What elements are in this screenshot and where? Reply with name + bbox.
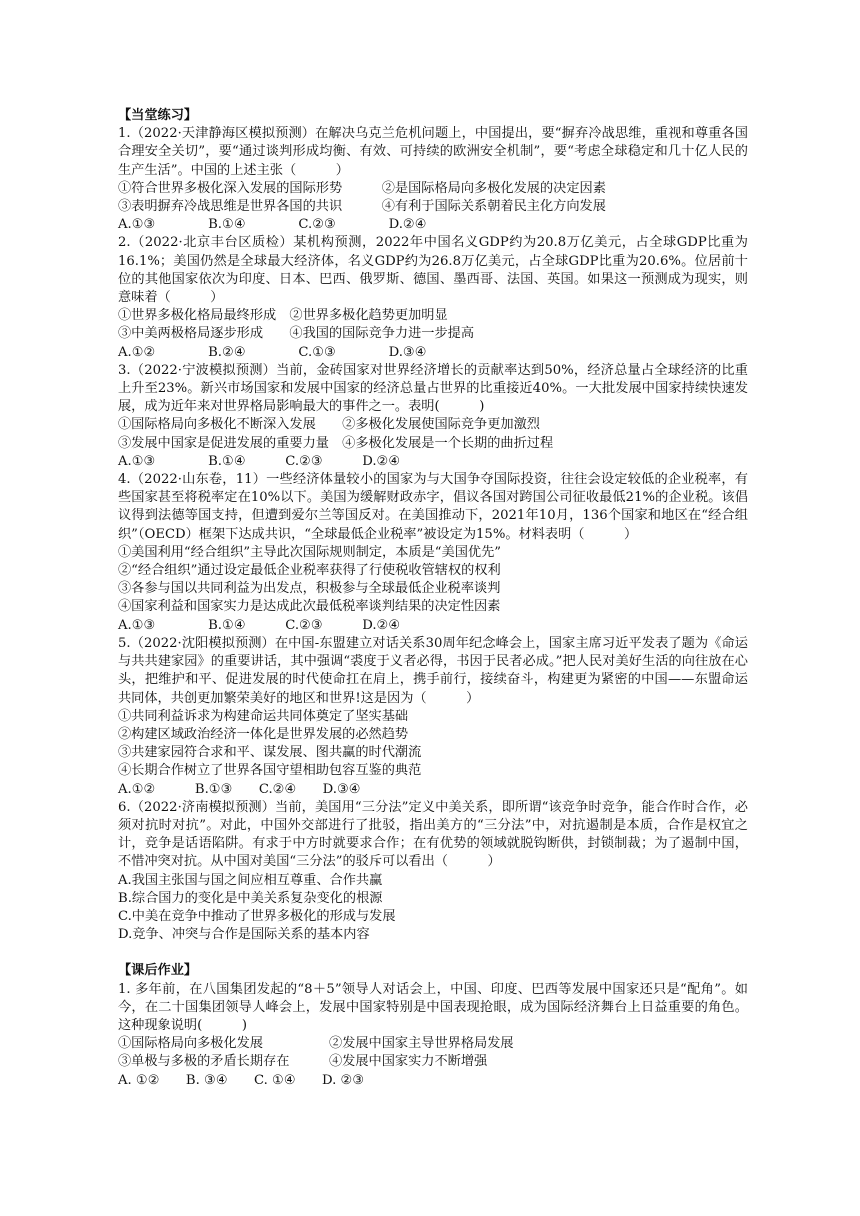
question-6 [118, 799, 748, 945]
answer-options: A.①③ B.①④ C.②③ D.②④ [118, 217, 427, 233]
question-stem: 2.（2022·北京丰台区质检）某机构预测，2022年中国名义GDP约为20.8万亿美元，占全球GDP比重为16.1%；美国仍然是全球最大经济体，名义GDP约为26.8万亿美元，占全球GDP比重为20.6%。位居前十位的其他国家依次为印度、日本、巴西、俄罗斯、德国、墨西哥、法国、英国。如果这一预测成为现实，则意味着（ ） [118, 235, 748, 306]
question-stem: 1. 多年前，在八国集团发起的“8＋5”领导人对话会上，中国、印度、巴西等发展中国家还只是“配角”。如今，在二十国集团领导人峰会上，发展中国家特别是中国表现抢眼，成为国际经济舞台上日益重要的角色。这种现象说明( ) [118, 981, 748, 1033]
question-stem: 3.（2022·宁波模拟预测）当前，金砖国家对世界经济增长的贡献率达到50%，经济总量占全球经济的比重上升至23%。新兴市场国家和发展中国家的经济总量占世界的比重接近40%。一大批发展中国家持续快速发展，成为近年来对世界格局影响最大的事件之一。表明( ) [118, 362, 748, 415]
section-heading-homework: 【课后作业】 [118, 963, 198, 979]
choice-item: ①共同利益诉求为构建命运共同体奠定了坚实基础 [118, 708, 409, 724]
homework-question-1 [118, 981, 748, 1090]
choice-item: ③各参与国以共同利益为出发点，积极参与全球最低企业税率谈判 [118, 581, 501, 597]
answer-options: A.①③ B.①④ C.②③ D.②④ [118, 453, 401, 469]
answer-options: A.①② B.①③ C.②④ D.③④ [118, 781, 361, 797]
choice-item: ①符合世界多极化深入发展的国际形势 ②是国际格局向多极化发展的决定因素 [118, 180, 606, 196]
choice-item: ①美国利用“经合组织”主导此次国际规则制定，本质是“美国优先” [118, 544, 502, 560]
choice-item: B.综合国力的变化是中美关系复杂变化的根源 [118, 890, 383, 906]
choice-item: ①国际格局向多极化不断深入发展 ②多极化发展使国际竞争更加激烈 [118, 417, 540, 433]
choice-item: ③中美两极格局逐步形成 ④我国的国际竞争力进一步提高 [118, 326, 475, 342]
document-content [118, 107, 748, 1090]
choice-item: ④国家利益和国家实力是达成此次最低税率谈判结果的决定性因素 [118, 599, 501, 615]
choice-item: ③发展中国家是促进发展的重要力量 ④多极化发展是一个长期的曲折过程 [118, 435, 554, 451]
choice-item: ③表明摒弃冷战思维是世界各国的共识 ④有利于国际关系朝着民主化方向发展 [118, 199, 606, 215]
choice-item: ②构建区域政治经济一体化是世界发展的必然趋势 [118, 726, 409, 742]
choice-item: A.我国主张国与国之间应相互尊重、合作共赢 [118, 872, 383, 888]
question-5 [118, 635, 748, 799]
choice-item: ②“经合组织”通过设定最低企业税率获得了行使税收管辖权的权利 [118, 563, 501, 579]
question-2 [118, 234, 748, 361]
question-1 [118, 125, 748, 234]
answer-options: A. ①② B. ③④ C. ①④ D. ②③ [118, 1072, 365, 1088]
choice-item: D.竞争、冲突与合作是国际关系的基本内容 [118, 927, 370, 943]
choice-item: C.中美在竞争中推动了世界多极化的形成与发展 [118, 908, 396, 924]
question-stem: 6.（2022·济南模拟预测）当前，美国用“三分法”定义中美关系，即所谓“该竞争时竞争，能合作时合作，必须对抗时对抗”。对此，中国外交部进行了批驳，指出美方的“三分法”中，对抗遏制是本质，合作是权宜之计，竞争是话语陷阱。有求于中方时就要求合作；在有优势的领域就脱钩断供，封锁制裁；为了遏制中国，不惜冲突对抗。从中国对美国“三分法”的驳斥可以看出（ ） [118, 799, 748, 870]
question-3 [118, 362, 748, 471]
choice-item: ③单极与多极的矛盾长期存在 ④发展中国家实力不断增强 [118, 1054, 488, 1070]
section-heading-class-practice: 【当堂练习】 [118, 108, 198, 123]
question-stem: 4.（2022·山东卷，11）一些经济体量较小的国家为与大国争夺国际投资，往往会设定较低的企业税率，有些国家甚至将税率定在10%以下。美国为缓解财政赤字，倡议各国对跨国公司征收最低21%的企业税。该倡议得到法德等国支持，但遭到爱尔兰等国反对。在美国推动下，2021年10月，136个国家和地区在“经合组织”（OECD）框架下达成共识，“全球最低企业税率”被设定为15%。材料表明（ ） [118, 472, 748, 542]
choice-item: ④长期合作树立了世界各国守望相助包容互鉴的典范 [118, 763, 422, 779]
choice-item: ①世界多极化格局最终形成 ②世界多极化趋势更加明显 [118, 308, 448, 324]
choice-item: ③共建家园符合求和平、谋发展、图共赢的时代潮流 [118, 745, 422, 761]
section-spacer [118, 944, 748, 962]
answer-options: A.①② B.②④ C.①③ D.③④ [118, 344, 427, 360]
question-4 [118, 471, 748, 635]
choice-item: ①国际格局向多极化发展 ②发展中国家主导世界格局发展 [118, 1036, 514, 1052]
question-stem: 5.（2022·沈阳模拟预测）在中国-东盟建立对话关系30周年纪念峰会上，国家主席习近平发表了题为《命运与共共建家园》的重要讲话，其中强调“裘度于义者必得，书因于民者必成。”把人民对美好生活的向往放在心头，把维护和平、促进发展的时代使命扛在肩上，携手前行，接续奋斗，构建更为紧密的中国——东盟命运共同体，共创更加繁荣美好的地区和世界!这是因为（ ） [118, 635, 748, 706]
question-stem: 1.（2022·天津静海区模拟预测）在解决乌克兰危机问题上，中国提出，要“摒弃冷战思维，重视和尊重各国合理安全关切”，要“通过谈判形成均衡、有效、可持续的欧洲安全机制”，要“考虑全球稳定和几十亿人民的生产生活”。中国的上述主张（ ） [118, 126, 748, 178]
answer-options: A.①③ B.①④ C.②③ D.②④ [118, 617, 401, 633]
